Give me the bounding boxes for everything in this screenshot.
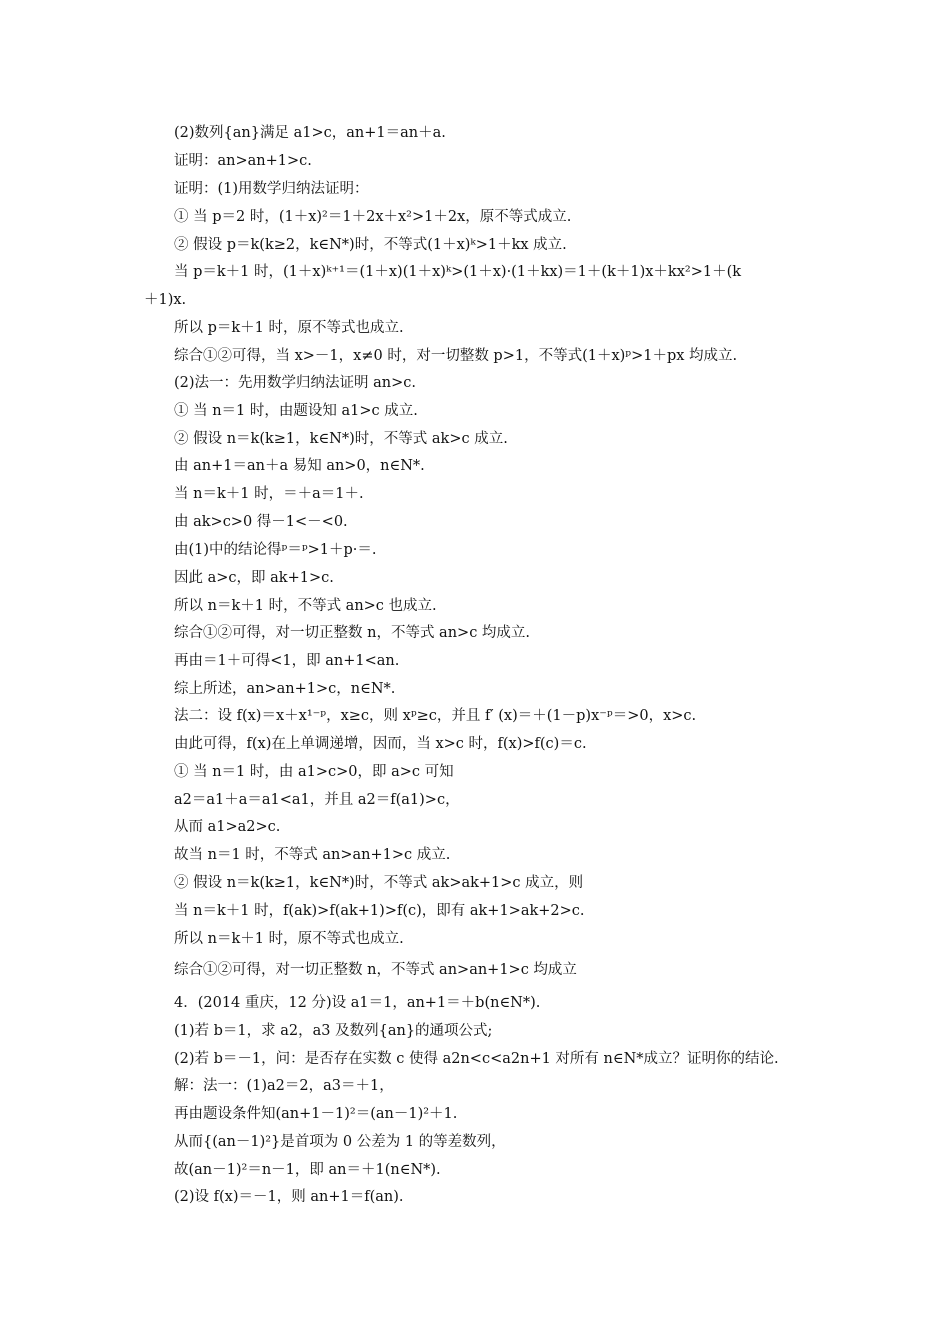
text-line: (2)数列{an}满足 a1>c，an+1＝an＋a.	[174, 125, 446, 141]
text-line: 综合①②可得，对一切正整数 n，不等式 an>an+1>c 均成立	[174, 962, 577, 978]
text-line: 综合①②可得，当 x>－1，x≠0 时，对一切整数 p>1，不等式(1＋x)ᵖ>1＋px 均成立.	[174, 348, 738, 364]
text-line: 4．(2014 重庆，12 分)设 a1＝1，an+1＝＋b(n∈N*).	[174, 995, 541, 1011]
text-line: 由此可得，f(x)在上单调递增，因而，当 x>c 时，f(x)>f(c)＝c.	[174, 736, 587, 752]
text-line: 故当 n＝1 时，不等式 an>an+1>c 成立.	[174, 847, 451, 863]
text-line: (1)若 b＝1，求 a2，a3 及数列{an}的通项公式;	[174, 1023, 493, 1039]
text-line: 解：法一：(1)a2＝2，a3＝＋1，	[174, 1078, 394, 1094]
text-line: 当 n＝k＋1 时，f(ak)>f(ak+1)>f(c)，即有 ak+1>ak+2>c.	[174, 903, 585, 919]
text-line: (2)若 b＝－1，问：是否存在实数 c 使得 a2n<c<a2n+1 对所有 n∈N*成立？证明你的结论.	[174, 1051, 779, 1067]
text-line: 因此 a>c，即 ak+1>c.	[174, 570, 334, 586]
text-line: a2＝a1＋a＝a1<a1，并且 a2＝f(a1)>c，	[174, 792, 460, 808]
text-line: 由 an+1＝an＋a 易知 an>0，n∈N*.	[174, 458, 425, 474]
text-line: 所以 p＝k＋1 时，原不等式也成立.	[174, 320, 404, 336]
text-line: ② 假设 n＝k(k≥1，k∈N*)时，不等式 ak>ak+1>c 成立，则	[174, 875, 584, 891]
text-line: 法二：设 f(x)＝x＋x¹⁻ᵖ，x≥c，则 xᵖ≥c，并且 f′ (x)＝＋(1－p)x⁻ᵖ＝>0，x>c.	[174, 708, 697, 724]
text-line: 由(1)中的结论得ᵖ＝ᵖ>1＋p·＝.	[174, 542, 377, 558]
text-line: 再由题设条件知(an+1－1)²＝(an－1)²＋1.	[174, 1106, 458, 1122]
text-line: 证明：(1)用数学归纳法证明：	[174, 181, 369, 197]
text-line: 所以 n＝k＋1 时，不等式 an>c 也成立.	[174, 598, 437, 614]
text-line: 综合①②可得，对一切正整数 n，不等式 an>c 均成立.	[174, 625, 531, 641]
text-line: ① 当 p＝2 时，(1＋x)²＝1＋2x＋x²>1＋2x，原不等式成立.	[174, 209, 572, 225]
text-line: 当 n＝k＋1 时，＝＋a＝1＋.	[174, 486, 364, 502]
text-line: 综上所述，an>an+1>c，n∈N*.	[174, 681, 396, 697]
text-line: 从而 a1>a2>c.	[174, 819, 281, 835]
text-line: 当 p＝k＋1 时，(1＋x)ᵏ⁺¹＝(1＋x)(1＋x)ᵏ>(1＋x)·(1＋kx)＝1＋(k＋1)x＋kx²>1＋(k	[174, 264, 742, 280]
text-line: ＋1)x.	[144, 292, 187, 308]
text-line: ② 假设 p＝k(k≥2，k∈N*)时，不等式(1＋x)ᵏ>1＋kx 成立.	[174, 237, 567, 253]
text-line: (2)法一：先用数学归纳法证明 an>c.	[174, 375, 417, 391]
text-line: 证明：an>an+1>c.	[174, 153, 312, 169]
text-line: 故(an－1)²＝n－1，即 an＝＋1(n∈N*).	[174, 1162, 441, 1178]
text-line: ① 当 n＝1 时，由 a1>c>0，即 a>c 可知	[174, 764, 454, 780]
text-line: (2)设 f(x)＝－1，则 an+1＝f(an).	[174, 1189, 404, 1205]
text-line: 由 ak>c>0 得－1<－<0.	[174, 514, 348, 530]
text-line: 再由＝1＋可得<1，即 an+1<an.	[174, 653, 400, 669]
text-line: 从而{(an－1)²}是首项为 0 公差为 1 的等差数列，	[174, 1134, 506, 1150]
text-line: ② 假设 n＝k(k≥1，k∈N*)时，不等式 ak>c 成立.	[174, 431, 508, 447]
text-line: ① 当 n＝1 时，由题设知 a1>c 成立.	[174, 403, 418, 419]
text-line: 所以 n＝k＋1 时，原不等式也成立.	[174, 931, 404, 947]
